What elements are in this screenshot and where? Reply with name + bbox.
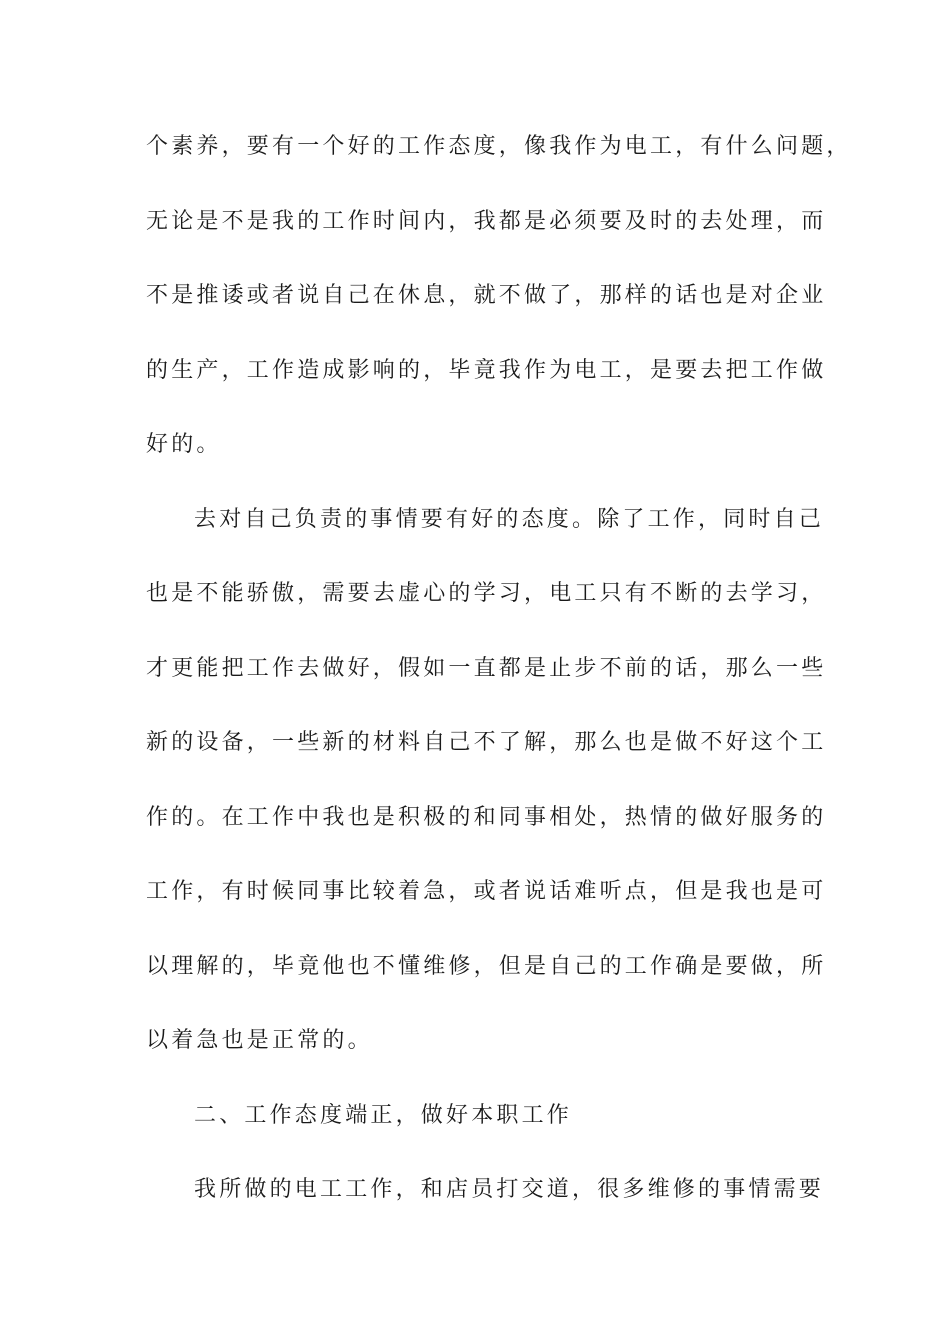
text-line: 新的设备，一些新的材料自己不了解，那么也是做不好这个工 bbox=[146, 730, 827, 755]
text-line: 的生产，工作造成影响的，毕竟我作为电工，是要去把工作做 bbox=[146, 357, 827, 383]
paragraph-start-line: 我所做的电工工作，和店员打交道，很多维修的事情需要 bbox=[194, 1177, 825, 1202]
text-line: 不是推诿或者说自己在休息，就不做了，那样的话也是对企业 bbox=[146, 283, 827, 308]
paragraph-start-line: 去对自己负责的事情要有好的态度。除了工作，同时自己 bbox=[194, 506, 825, 532]
section-heading: 二、工作态度端正，做好本职工作 bbox=[194, 1102, 573, 1128]
body-text bbox=[146, 127, 852, 1245]
text-line: 好的。 bbox=[146, 432, 222, 457]
text-line: 无论是不是我的工作时间内，我都是必须要及时的去处理，而 bbox=[146, 208, 827, 234]
text-line: 也是不能骄傲，需要去虚心的学习，电工只有不断的去学习， bbox=[146, 581, 827, 606]
text-line: 工作，有时候同事比较着急，或者说话难听点，但是我也是可 bbox=[146, 879, 827, 904]
text-line: 才更能把工作去做好，假如一直都是止步不前的话，那么一些 bbox=[146, 655, 827, 681]
text-line: 以理解的，毕竟他也不懂维修，但是自己的工作确是要做，所 bbox=[146, 953, 827, 979]
text-line: 作的。在工作中我也是积极的和同事相处，热情的做好服务的 bbox=[146, 804, 827, 830]
text-line: 个素养，要有一个好的工作态度，像我作为电工，有什么问题， bbox=[146, 134, 852, 159]
text-line: 以着急也是正常的。 bbox=[146, 1028, 373, 1053]
